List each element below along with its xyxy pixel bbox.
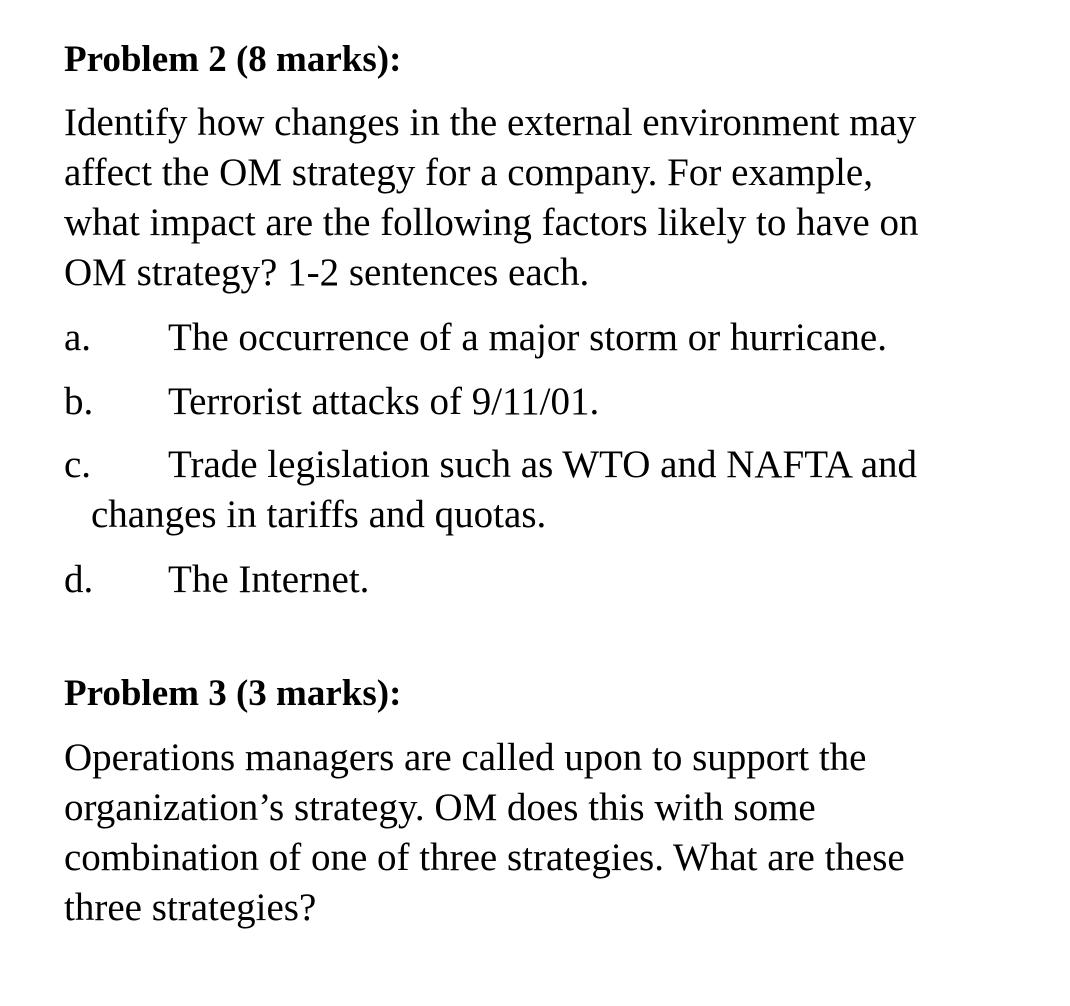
problem-3-body-line: Operations managers are called upon to support the: [64, 736, 867, 779]
problem-2-intro-line: affect the OM strategy for a company. For example,: [64, 151, 873, 194]
problem-2-intro: [64, 98, 918, 298]
problem-3-body: [64, 733, 905, 933]
list-item-text: Terrorist attacks of 9/11/01.: [168, 380, 600, 423]
list-item-continuation: changes in tariffs and quotas.: [91, 493, 547, 536]
problem-3-heading: Problem 3 (3 marks):: [64, 673, 402, 714]
list-marker: d.: [64, 558, 94, 601]
problem-3-body-line: three strategies?: [64, 886, 317, 929]
problem-2-intro-line: OM strategy? 1-2 sentences each.: [64, 251, 590, 294]
list-marker: b.: [64, 380, 94, 423]
problem-3-body-line: organization’s strategy. OM does this with some: [64, 786, 816, 829]
problem-3-body-line: combination of one of three strategies. What are these: [64, 836, 905, 879]
list-item-text: The occurrence of a major storm or hurricane.: [168, 316, 887, 359]
list-item-text: Trade legislation such as WTO and NAFTA and: [168, 443, 917, 486]
problem-2-heading: Problem 2 (8 marks):: [64, 39, 402, 80]
list-item-text: The Internet.: [168, 558, 370, 601]
problem-2-intro-line: what impact are the following factors likely to have on: [64, 201, 919, 244]
list-marker: c.: [64, 443, 92, 486]
problem-2-intro-line: Identify how changes in the external environment may: [64, 101, 917, 144]
list-marker: a.: [64, 316, 92, 359]
